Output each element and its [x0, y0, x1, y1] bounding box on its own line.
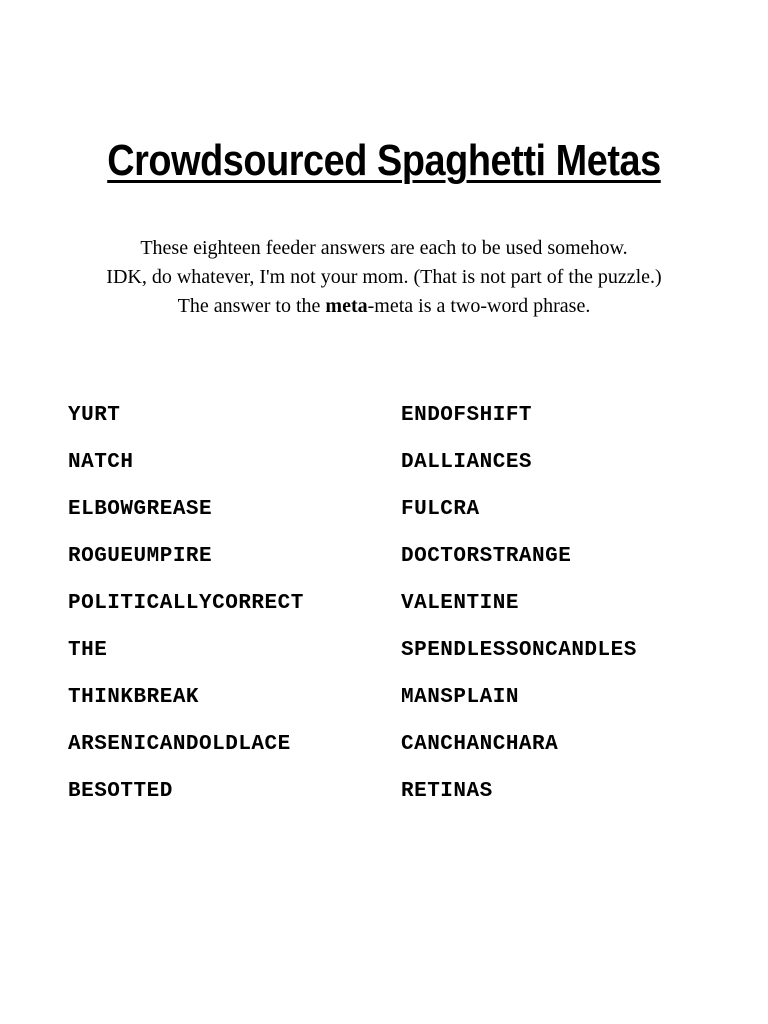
answer-item: VALENTINE [401, 592, 519, 615]
answer-item: MANSPLAIN [401, 686, 519, 709]
answer-item: YURT [68, 404, 121, 427]
answer-item: ENDOFSHIFT [401, 404, 533, 427]
answer-item: THINKBREAK [68, 686, 200, 709]
answer-item: SPENDLESSONCANDLES [401, 639, 637, 662]
meta-emphasis: meta [325, 295, 368, 317]
instructions-line-1: These eighteen feeder answers are each to be used somehow. [140, 237, 628, 259]
answer-item: CANCHANCHARA [401, 733, 559, 756]
answer-item: BESOTTED [68, 780, 173, 803]
answer-item: THE [68, 639, 108, 662]
answers-left-column [68, 392, 304, 815]
answer-item: ROGUEUMPIRE [68, 545, 213, 568]
answer-item: ARSENICANDOLDLACE [68, 733, 291, 756]
instructions [0, 234, 768, 321]
page-title: Crowdsourced Spaghetti Metas [107, 136, 661, 186]
answer-item: POLITICALLYCORRECT [68, 592, 304, 615]
answer-item: RETINAS [401, 780, 493, 803]
answer-item: DALLIANCES [401, 451, 533, 474]
answer-item: NATCH [68, 451, 134, 474]
answer-item: ELBOWGREASE [68, 498, 213, 521]
answer-item: FULCRA [401, 498, 480, 521]
answers-right-column [401, 392, 637, 815]
answer-item: DOCTORSTRANGE [401, 545, 572, 568]
instructions-line-3 [0, 292, 768, 321]
instructions-line-2: IDK, do whatever, I'm not your mom. (That is not part of the puzzle.) [106, 266, 662, 288]
instructions-line-3-end: -meta is a two-word phrase. [367, 295, 591, 317]
instructions-line-3-start: The answer to the [177, 295, 326, 317]
